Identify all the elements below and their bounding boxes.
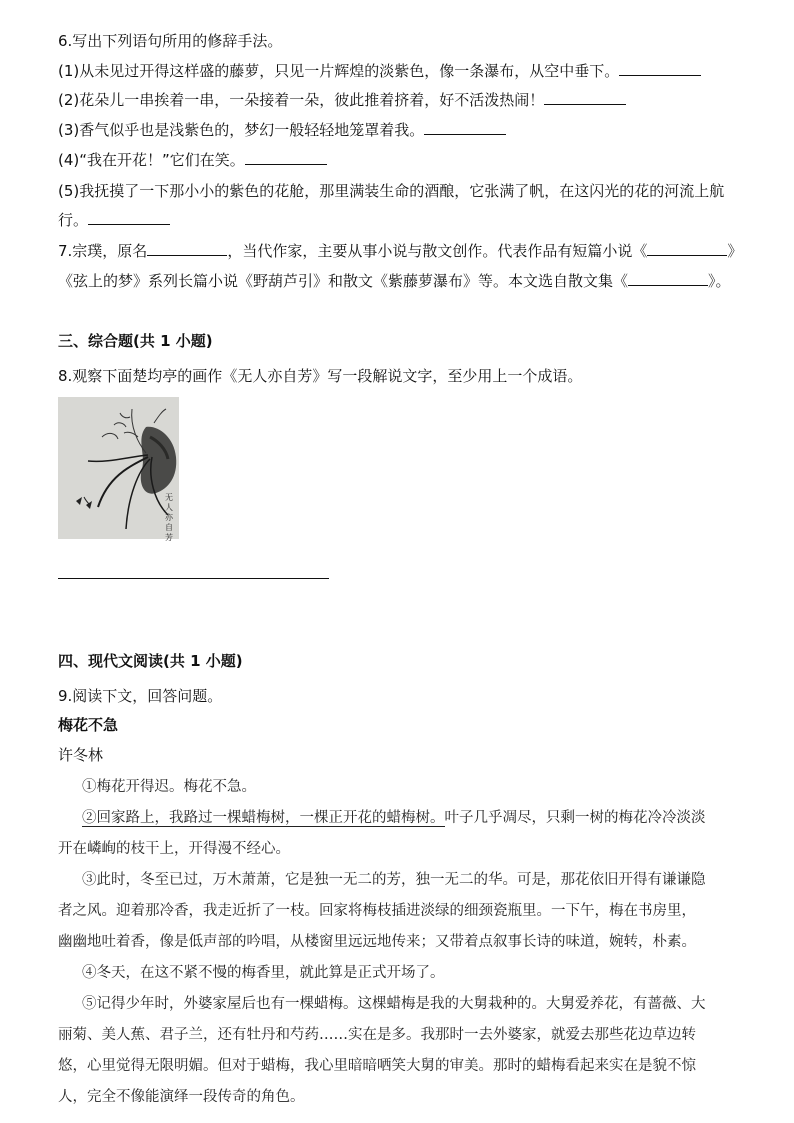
underlined-sentence: ②回家路上，我路过一棵蜡梅树，一棵正开花的蜡梅树。 <box>82 810 445 826</box>
answer-blank[interactable] <box>619 61 701 76</box>
paragraph-5-line-4: 人，完全不像能演绎一段传奇的角色。 <box>58 1089 305 1105</box>
paragraph-2-cont: 开在嶙峋的枝干上，开得漫不经心。 <box>58 841 290 857</box>
paragraph-5-line-1: ⑤记得少年时，外婆家屋后也有一棵蜡梅。这棵蜡梅是我的大舅栽种的。大舅爱养花，有蔷薇、大 <box>82 996 706 1012</box>
article-title: 梅花不急 <box>58 716 119 734</box>
q9-stem: 9.阅读下文，回答问题。 <box>58 687 223 705</box>
answer-blank[interactable] <box>424 120 506 135</box>
paragraph-5-line-3: 悠，心里觉得无限明媚。但对于蜡梅，我心里暗暗哂笑大舅的审美。那时的蜡梅看起来实在是貌不惊 <box>58 1058 696 1074</box>
article-author: 许冬林 <box>58 746 104 764</box>
orchid-painting-icon <box>58 397 179 539</box>
q7-line-1: 7.宗璞，原名 ，当代作家，主要从事小说与散文创作。代表作品有短篇小说《 》 <box>58 242 743 260</box>
painting-inscription: 无人亦自芳 <box>165 493 173 542</box>
q6-item-5: (5)我抚摸了一下那小小的紫色的花舱，那里满装生命的酒酿，它张满了帆，在这闪光的花的河流上航 <box>58 182 725 200</box>
painting-image <box>58 397 179 542</box>
answer-blank[interactable] <box>628 271 708 286</box>
answer-blank[interactable] <box>245 150 327 165</box>
q7-line-2: 《弦上的梦》系列长篇小说《野葫芦引》和散文《紫藤萝瀑布》等。本文选自散文集《 》。 <box>58 272 731 290</box>
q6-item-3: (3)香气似乎也是浅紫色的，梦幻一般轻轻地笼罩着我。 <box>58 119 764 141</box>
paragraph-3-line-3: 幽幽地吐着香，像是低声部的吟唱，从楼窗里远远地传来；又带着点叙事长诗的味道，婉转，朴素。 <box>58 934 696 950</box>
q6-stem: 6.写出下列语句所用的修辞手法。 <box>58 32 283 50</box>
paragraph-4: ④冬天，在这不紧不慢的梅香里，就此算是正式开场了。 <box>82 965 445 981</box>
q8-stem: 8.观察下面楚均亭的画作《无人亦自芳》写一段解说文字，至少用上一个成语。 <box>58 367 583 385</box>
q6-item-2: (2)花朵儿一串挨着一串，一朵接着一朵，彼此推着挤着，好不活泼热闹！ <box>58 89 764 111</box>
paragraph-5-line-2: 丽菊、美人蕉、君子兰，还有牡丹和芍药……实在是多。我那时一去外婆家，就爱去那些花边草边转 <box>58 1027 696 1043</box>
q6-item-4: (4)“我在开花！”它们在笑。 <box>58 149 764 171</box>
q8-answer-line[interactable] <box>58 578 329 579</box>
q6-item-1: (1)从未见过开得这样盛的藤萝，只见一片辉煌的淡紫色，像一条瀑布，从空中垂下。 <box>58 60 764 82</box>
answer-blank[interactable] <box>544 90 626 105</box>
section-4-title: 四、现代文阅读(共 1 小题) <box>58 652 243 670</box>
answer-blank[interactable] <box>147 241 227 256</box>
paragraph-3-line-1: ③此时，冬至已过，万木萧萧，它是独一无二的芳，独一无二的华。可是，那花依旧开得有谦谦隐 <box>82 872 706 888</box>
paragraph-2: ②回家路上，我路过一棵蜡梅树，一棵正开花的蜡梅树。叶子几乎凋尽，只剩一树的梅花冷冷淡淡 <box>82 810 706 826</box>
article-body <box>58 772 770 1113</box>
q6-item-5-cont: 行。 <box>58 209 764 231</box>
paragraph-1: ①梅花开得迟。梅花不急。 <box>82 779 256 795</box>
paragraph-3-line-2: 者之风。迎着那冷香，我走近折了一枝。回家将梅枝插进淡绿的细颈瓷瓶里。一下午，梅在书房里， <box>58 903 696 919</box>
section-3-title: 三、综合题(共 1 小题) <box>58 332 213 350</box>
answer-blank[interactable] <box>88 210 170 225</box>
answer-blank[interactable] <box>647 241 727 256</box>
